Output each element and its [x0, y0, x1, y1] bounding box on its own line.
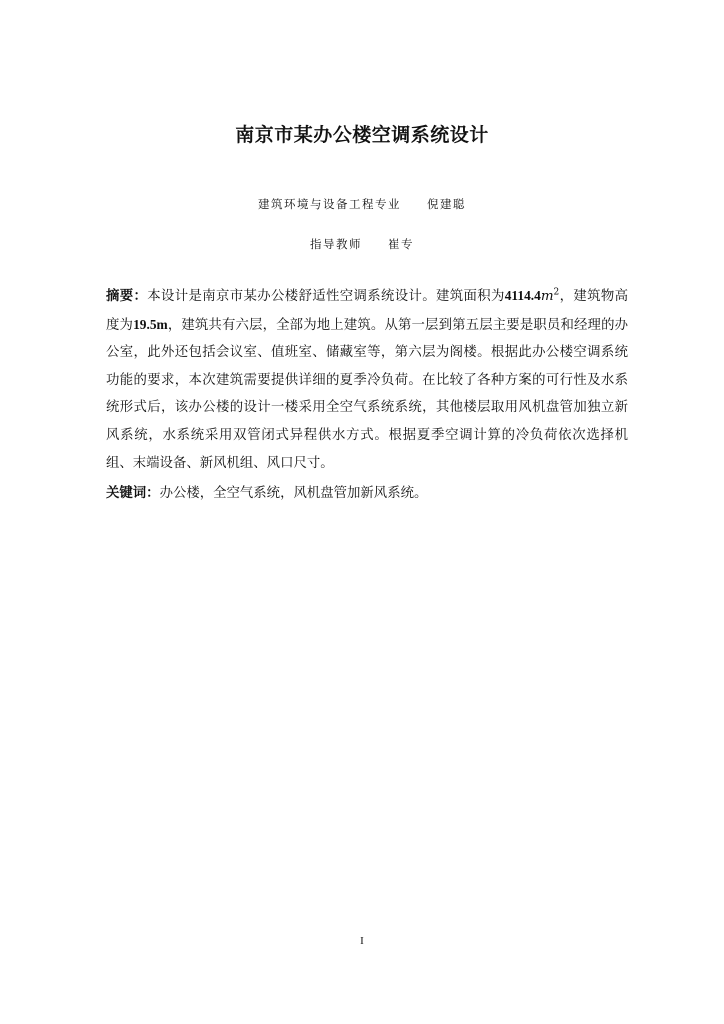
abstract-text-3: ，建筑共有六层，全部为地上建筑。从第一层到第五层主要是职员和经理的办公室，此外还包括会议室、值班室、储藏室等，第六层为阁楼。根据此办公楼空调系统功能的要求，本次建筑需要提供详细的夏季冷负荷。在比较了各种方案的可行性及水系统形式后，该办公楼的设计一楼采用全空气系统系统，其他楼层取用风机盘管加独立新风系统，水系统采用双管闭式异程供水方式。根据夏季空调计算的冷负荷依次选择机组、末端设备、新风机组、风口尺寸。: [106, 317, 628, 471]
major-text: 建筑环境与设备工程专业: [258, 197, 401, 211]
advisor-name: 崔专: [388, 237, 414, 251]
advisor-line: [0, 236, 724, 252]
abstract-text-2: ，建筑物高度为: [106, 289, 629, 333]
keywords-paragraph: [106, 484, 628, 504]
abstract-text-1: 本设计是南京市某办公楼舒适性空调系统设计。建筑面积为: [147, 289, 505, 304]
advisor-label: 指导教师: [310, 237, 362, 251]
author-line: [0, 196, 724, 212]
page-number: I: [360, 935, 364, 947]
page-title: 南京市某办公楼空调系统设计: [235, 124, 489, 146]
area-unit: m: [540, 289, 554, 304]
area-value: 4114.4: [504, 288, 541, 303]
height-value: 19.5m: [133, 316, 168, 332]
abstract-label: 摘要: [106, 289, 134, 304]
abstract-colon: ：: [133, 289, 148, 304]
area-exponent: 2: [553, 287, 560, 298]
author-name: 倪建聪: [427, 197, 466, 211]
keywords-text: 办公楼，全空气系统，风机盘管加新风系统。: [159, 486, 428, 501]
abstract-paragraph: [106, 282, 628, 477]
keywords-colon: ：: [146, 486, 160, 501]
keywords-label: 关键词: [106, 486, 147, 501]
